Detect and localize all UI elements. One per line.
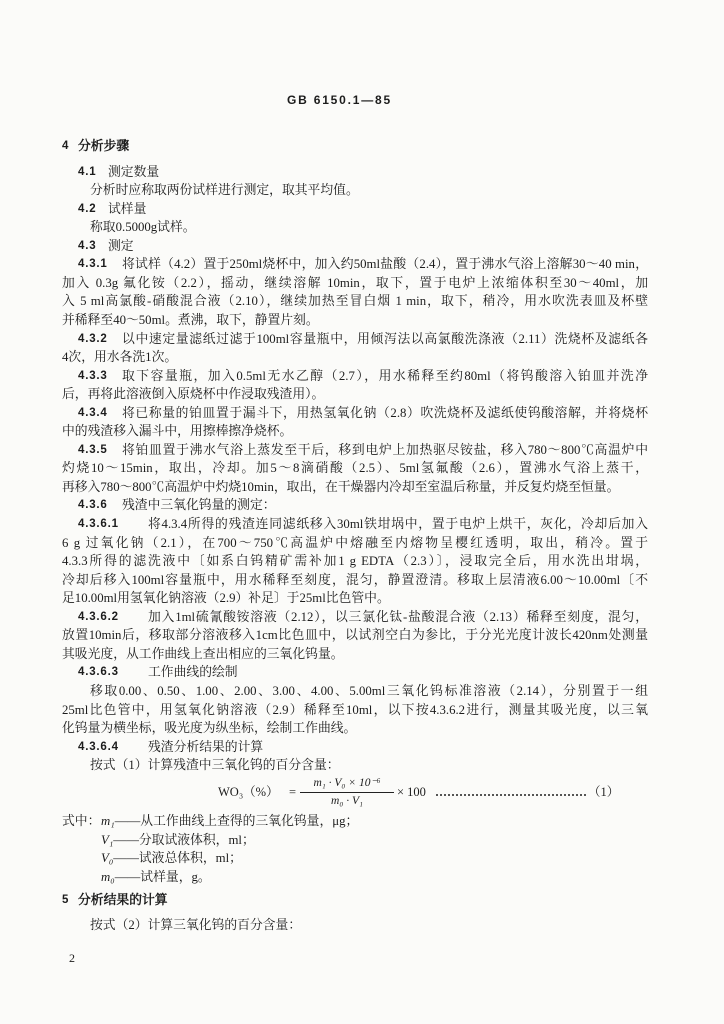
formula-numerator: m₁ · V₀ × 10⁻⁶ (313, 776, 381, 789)
paragraph-line: 其吸光度，从工作曲线上查出相应的三氧化钨量。 (62, 646, 344, 661)
paragraph-line: 中的残渣移入漏斗中，用擦棒擦净烧杯。 (62, 424, 293, 439)
paragraph-line: 加入 0.3g 氟化铵（2.2），摇动，继续溶解 10min，取下，置于电炉上浓缩体积至30～40ml，加 (62, 275, 648, 290)
formula-multiplier: × 100 (397, 784, 426, 799)
paragraph-line: 足10.00ml用氢氧化钠溶液（2.9）补足〕于25ml比色管中。 (62, 591, 390, 606)
legend-row (0, 868, 648, 887)
section-number: 4.3.5 (78, 443, 108, 456)
legend-description: ——分取试液体积，ml； (113, 832, 255, 847)
section-4-3-5 (0, 441, 724, 497)
paragraph-line-row (0, 274, 648, 293)
paragraph-line-row (0, 756, 648, 775)
formula-equals: = (289, 784, 297, 799)
section-title: 分析步骤 (78, 139, 130, 153)
paragraph-line: 25ml比色管中，用氢氧化钠溶液（2.9）稀释至10ml，以下按4.3.6.2进行，测量其吸光度，以三氧 (62, 702, 648, 717)
paragraph-line: 将试样（4.2）置于250ml烧杯中，加入约50ml盐酸（2.4），置于沸水气浴上溶解30～40 min， (122, 257, 648, 272)
section-title: 试样量 (108, 201, 147, 216)
section-4-2-heading (0, 200, 648, 219)
formula-number: （1） (588, 784, 620, 799)
legend-description: ——试样量，g。 (114, 869, 211, 884)
formula-legend (0, 812, 724, 886)
paragraph-line: 称取0.5000g试样。 (90, 220, 196, 235)
formula-1 (0, 775, 724, 812)
standard-code-header: GB 6150.1—85 (287, 93, 392, 107)
paragraph-line-row (0, 701, 648, 720)
paragraph-line: 再移入780～800℃高温炉中灼烧10min，取出，在干燥器内冷却至室温后称量，并反复灼烧至恒量。 (62, 479, 620, 494)
paragraph-line: 4.3.3所得的滤洗液中〔如系白钨精矿需补加1 g EDTA（2.3）〕，浸取完全后，用水洗出坩埚， (62, 554, 648, 569)
paragraph-line: 以中速定量滤纸过滤于100ml容量瓶中，用倾泻法以高氯酸洗涤液（2.11）洗烧杯及滤纸各 (122, 331, 648, 346)
paragraph-line: 6 g 过氧化钠（2.1），在700～750℃高温炉中熔融至内熔物呈樱红透明，取出，稍冷。置于 (62, 535, 648, 550)
paragraph-line: 化钨量为横坐标，吸光度为纵坐标，绘制工作曲线。 (62, 721, 357, 736)
section-4-1-text (0, 181, 648, 200)
section-title: 测定 (108, 238, 134, 253)
paragraph-line: 按式（2）计算三氧化钨的百分含量： (90, 917, 302, 932)
paragraph-first-line (0, 515, 648, 534)
section-heading (0, 663, 648, 682)
paragraph-first-line (0, 441, 648, 460)
paragraph-line-row (0, 682, 648, 701)
paragraph-line: 按式（1）计算残渣中三氧化钨的百分含量： (90, 758, 340, 773)
paragraph-line-row (0, 645, 648, 664)
section-5-heading (0, 891, 648, 910)
section-title: 残渣中三氧化钨量的测定： (122, 498, 276, 513)
section-number: 4.3.6.4 (78, 740, 119, 753)
paragraph-line-row (0, 385, 648, 404)
paragraph-line-row (0, 422, 648, 441)
paragraph-line: 加入1ml硫氰酸铵溶液（2.12），以三氯化钛-盐酸混合液（2.13）稀释至刻度，混匀， (148, 609, 648, 624)
section-number: 4.3.1 (78, 258, 108, 271)
legend-description: ——从工作曲线上查得的三氧化钨量，μg； (114, 814, 359, 829)
section-number: 4.2 (78, 202, 97, 215)
paragraph-line: 移取0.00、0.50、1.00、2.00、3.00、4.00、5.00ml三氧化钨标准溶液（2.14），分别置于一组 (90, 683, 648, 698)
section-5-text (0, 916, 648, 935)
section-4-1-heading (0, 163, 648, 182)
paragraph-line-row (0, 292, 648, 311)
section-title: 残渣分析结果的计算 (148, 739, 264, 754)
paragraph-line: 冷却后移入100ml容量瓶中，用水稀释至刻度，混匀，静置澄清。移取上层清液6.00～10.00ml〔不 (62, 572, 648, 587)
paragraph-line: 灼烧10～15min，取出，冷却。加5～8滴硝酸（2.5）、5ml氢氟酸（2.6），置沸水气浴上蒸干， (62, 461, 648, 476)
section-number: 5 (62, 893, 70, 906)
paragraph-line-row (0, 552, 648, 571)
section-number: 4.3.6.3 (78, 666, 119, 679)
paragraph-line-row (0, 589, 648, 608)
paragraph-first-line (0, 608, 648, 627)
section-title: 工作曲线的绘制 (148, 665, 238, 680)
section-4-3-2 (0, 330, 724, 367)
paragraph-line-row (0, 571, 648, 590)
formula-denominator: m₀ · V₁ (331, 794, 363, 807)
section-title: 分析结果的计算 (78, 892, 168, 907)
fraction-bar (300, 792, 394, 793)
paragraph-line-row (0, 534, 648, 553)
section-number: 4.3.2 (78, 332, 108, 345)
section-4-heading (0, 137, 648, 156)
section-number: 4 (62, 140, 70, 152)
section-4-3-4 (0, 404, 724, 441)
section-heading (0, 738, 648, 757)
paragraph-first-line (0, 330, 648, 349)
section-number: 4.3.3 (78, 369, 108, 382)
paragraph-line-row (0, 348, 648, 367)
section-4-3-heading (0, 237, 648, 256)
section-4-2-text (0, 218, 648, 237)
legend-symbol: m₁ (101, 814, 115, 829)
legend-label: 式中： (62, 814, 101, 829)
section-4-3-6-4 (0, 738, 724, 775)
section-number: 4.3.6.1 (78, 518, 119, 531)
paragraph-line: 并稀释至40～50ml。煮沸，取下，静置片刻。 (62, 313, 319, 328)
section-4-3-6-3 (0, 663, 724, 737)
page-number: 2 (69, 951, 75, 965)
paragraph-first-line (0, 404, 648, 423)
section-4-3-6-heading (0, 496, 648, 515)
paragraph-line-row (0, 459, 648, 478)
section-number: 4.1 (78, 165, 97, 178)
paragraph-line: 分析时应称取两份试样进行测定，取其平均值。 (90, 183, 359, 198)
paragraph-line-row (0, 719, 648, 738)
legend-row (0, 812, 648, 831)
section-number: 4.3.6.2 (78, 610, 119, 623)
paragraph-line: 放置10min后，移取部分溶液移入1cm比色皿中，以试剂空白为参比，于分光光度计波长420nm处测量 (62, 628, 648, 643)
paragraph-line: 将铂皿置于沸水气浴上蒸发至干后，移到电炉上加热驱尽铵盐，移入780～800℃高温炉中 (122, 442, 648, 457)
section-4-3-6-2 (0, 608, 724, 664)
section-title: 测定数量 (108, 164, 160, 179)
legend-symbol: m₀ (101, 869, 115, 884)
formula-lhs: WO₃（%） (218, 784, 279, 799)
paragraph-line: 取下容量瓶，加入0.5ml无水乙醇（2.7），用水稀释至约80ml（将钨酸溶入铂皿并洗净 (122, 368, 648, 383)
legend-description: ——试液总体积，ml； (113, 851, 242, 866)
legend-row (0, 849, 648, 868)
paragraph-line-row (0, 311, 648, 330)
paragraph-line: 将4.3.4所得的残渣连同滤纸移入30ml铁坩埚中，置于电炉上烘干，灰化，冷却后加入 (148, 517, 648, 532)
section-number: 4.3 (78, 239, 97, 252)
section-4-3-3 (0, 367, 724, 404)
paragraph-line: 后，再将此溶液倒入原烧杯中作浸取残渣用）。 (62, 387, 325, 402)
paragraph-first-line (0, 255, 648, 274)
legend-symbol: V₁ (101, 832, 114, 847)
paragraph-line-row (0, 478, 648, 497)
formula-fraction (300, 775, 394, 812)
section-4-3-6-1 (0, 515, 724, 608)
legend-symbol: V₀ (101, 851, 114, 866)
paragraph-line: 入 5 ml高氯酸-硝酸混合液（2.10），继续加热至冒白烟 1 min，取下，稍冷，用水吹洗表皿及杯壁 (62, 294, 648, 309)
legend-row (0, 831, 648, 850)
section-number: 4.3.6 (78, 499, 108, 512)
dotted-leader (436, 794, 586, 796)
section-number: 4.3.4 (78, 406, 108, 419)
paragraph-line: 将已称量的铂皿置于漏斗下，用热氢氧化钠（2.8）吹洗烧杯及滤纸使钨酸溶解，并将烧杯 (122, 405, 648, 420)
document-body (0, 137, 724, 934)
section-4-3-1 (0, 255, 724, 329)
paragraph-first-line (0, 367, 648, 386)
paragraph-line-row (0, 626, 648, 645)
paragraph-line: 4次，用水各洗1次。 (62, 350, 178, 365)
